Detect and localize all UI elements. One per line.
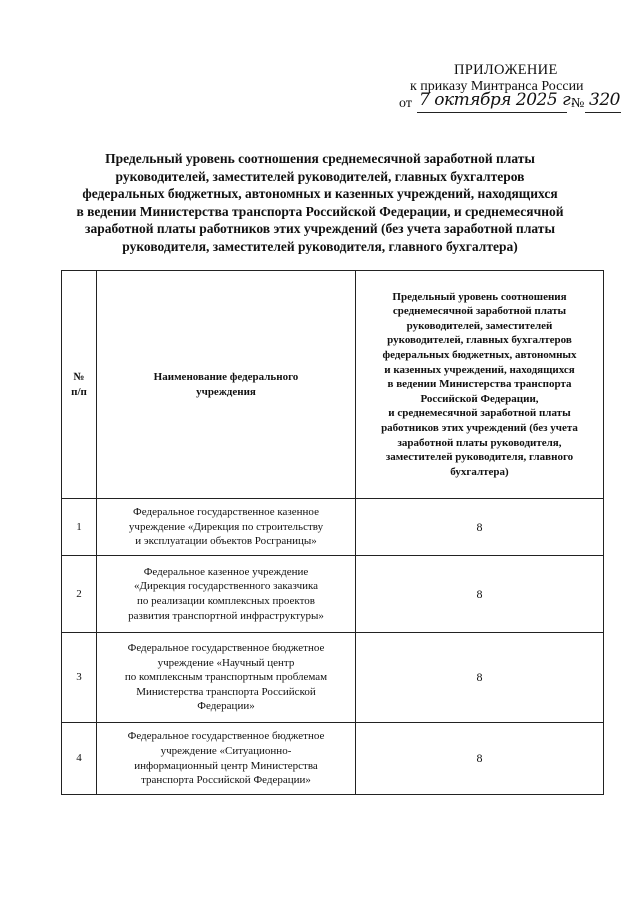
row-institution-name — [97, 556, 356, 633]
header-name-line: учреждения — [196, 385, 256, 398]
row-number: 3 — [62, 633, 97, 723]
ratio-table — [61, 270, 604, 795]
header-level-line: Предельный уровень соотношения — [392, 290, 567, 303]
header-level-line: бухгалтера) — [450, 465, 509, 478]
header-ratio-level — [356, 271, 604, 499]
name-line: Федеральное государственное бюджетное — [127, 642, 325, 655]
name-line: Федерации» — [197, 700, 255, 713]
row-institution-name — [97, 723, 356, 795]
name-line: по комплексным транспортным проблемам — [124, 671, 328, 684]
order-reference: к приказу Минтранса России — [410, 79, 584, 94]
table-row — [62, 723, 604, 795]
header-name-line: Наименование федерального — [153, 370, 299, 383]
date-prefix: от — [399, 96, 412, 111]
header-institution-name — [97, 271, 356, 499]
document-title — [56, 150, 584, 256]
number-prefix: № — [571, 96, 585, 111]
title-line: заработной платы работников этих учреждений (без учета заработной платы — [85, 221, 555, 237]
row-number: 1 — [62, 499, 97, 556]
header-number-line: № — [73, 370, 85, 383]
name-line: учреждение «Научный центр — [157, 656, 295, 669]
row-ratio-value: 8 — [356, 499, 604, 556]
header-level-line: руководителей, главных бухгалтеров — [387, 334, 572, 347]
table-header-row — [62, 271, 604, 499]
row-ratio-value: 8 — [356, 556, 604, 633]
name-line: учреждение «Ситуационно- — [160, 744, 292, 757]
table-row — [62, 499, 604, 556]
header-level-line: в ведении Министерства транспорта — [387, 378, 572, 391]
header-number — [62, 271, 97, 499]
order-date-line — [399, 90, 620, 112]
header-level-line: федеральных бюджетных, автономных — [382, 349, 577, 362]
header-level-line: Российской Федерации, — [420, 392, 539, 405]
number-underline — [585, 112, 621, 113]
row-number: 4 — [62, 723, 97, 795]
title-line: в ведении Министерства транспорта Российской Федерации, и среднемесячной — [76, 203, 564, 219]
row-ratio-value: 8 — [356, 633, 604, 723]
table-row — [62, 556, 604, 633]
name-line: информационный центр Министерства — [134, 759, 318, 772]
name-line: Министерства транспорта Российской — [136, 685, 316, 698]
header-level-line: работников этих учреждений (без учета — [381, 421, 578, 434]
header-level-line: руководителей, заместителей — [406, 319, 553, 332]
row-institution-name — [97, 499, 356, 556]
header-level-line: заработной платы руководителя, — [397, 436, 562, 449]
table-row — [62, 633, 604, 723]
row-institution-name — [97, 633, 356, 723]
name-line: развития транспортной инфраструктуры» — [128, 609, 324, 622]
name-line: и эксплуатации объектов Росграницы» — [135, 535, 317, 548]
header-level-line: среднемесячной заработной платы — [392, 305, 567, 318]
row-number: 2 — [62, 556, 97, 633]
title-line: федеральных бюджетных, автономных и казенных учреждений, находящихся — [82, 186, 558, 202]
name-line: Федеральное казенное учреждение — [143, 565, 309, 578]
title-line: руководителя, заместителей руководителя, главного бухгалтера) — [122, 238, 518, 254]
appendix-title: ПРИЛОЖЕНИЕ — [454, 62, 558, 78]
title-line: руководителей, заместителей руководителей, главных бухгалтеров — [115, 168, 525, 184]
header-number-line: п/п — [71, 385, 87, 398]
header-level-line: заместителей руководителя, главного — [385, 451, 574, 464]
name-line: учреждение «Дирекция по строительству — [128, 520, 324, 533]
header-level-line: и казенных учреждений, находящихся — [384, 363, 575, 376]
name-line: «Дирекция государственного заказчика — [133, 580, 319, 593]
header-level-line: и среднемесячной заработной платы — [388, 407, 571, 420]
handwritten-number: 320 — [589, 90, 620, 110]
title-line: Предельный уровень соотношения среднемесячной заработной платы — [105, 151, 535, 166]
name-line: по реализации комплексных проектов — [137, 595, 315, 607]
date-underline — [417, 112, 567, 113]
handwritten-date: 7 октября 2025 г. — [419, 90, 576, 110]
name-line: Федеральное государственное бюджетное — [127, 730, 325, 743]
row-ratio-value: 8 — [356, 723, 604, 795]
name-line: транспорта Российской Федерации» — [141, 774, 311, 787]
name-line: Федеральное государственное казенное — [133, 506, 319, 519]
